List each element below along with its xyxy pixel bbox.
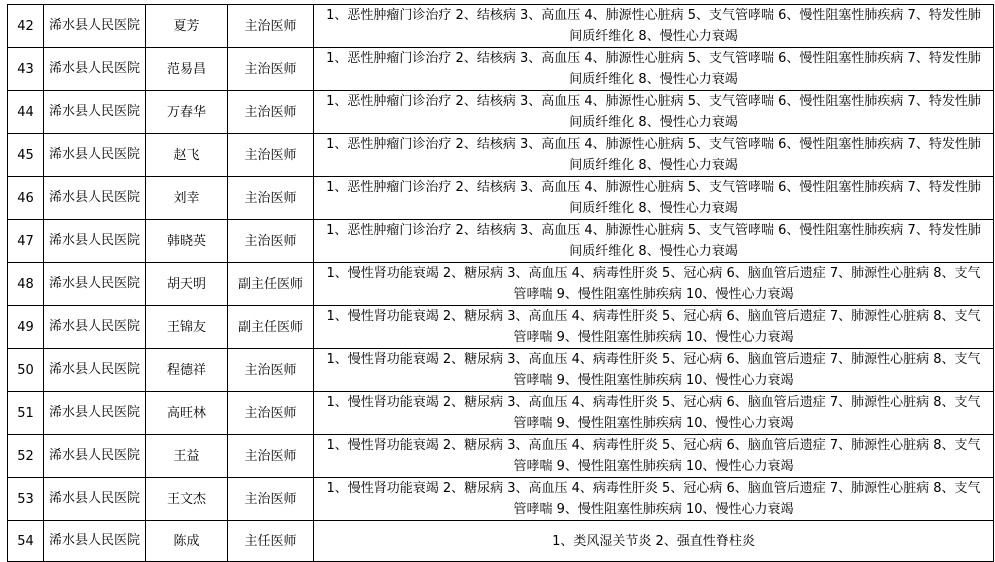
table-row [8, 48, 994, 91]
table-row [8, 392, 994, 435]
table-row [8, 263, 994, 306]
table-row [8, 478, 994, 521]
doctor-title: 副主任医师 [228, 263, 314, 306]
doctor-title: 主治医师 [228, 5, 314, 48]
hospital-cell: 浠水县人民医院 [44, 349, 146, 392]
hospital-cell: 浠水县人民医院 [44, 306, 146, 349]
hospital-cell: 浠水县人民医院 [44, 478, 146, 521]
hospital-cell: 浠水县人民医院 [44, 263, 146, 306]
doctor-title: 主治医师 [228, 177, 314, 220]
disease-list: 1、恶性肿瘤门诊治疗 2、结核病 3、高血压 4、肺源性心脏病 5、支气管哮喘 6、慢性阻塞性肺疾病 7、特发性肺间质纤维化 8、慢性心力衰竭 [314, 91, 994, 134]
table-row [8, 349, 994, 392]
row-number: 46 [8, 177, 44, 220]
disease-list: 1、恶性肿瘤门诊治疗 2、结核病 3、高血压 4、肺源性心脏病 5、支气管哮喘 6、慢性阻塞性肺疾病 7、特发性肺间质纤维化 8、慢性心力衰竭 [314, 134, 994, 177]
doctor-title: 主治医师 [228, 48, 314, 91]
row-number: 49 [8, 306, 44, 349]
doctor-name: 王文杰 [146, 478, 228, 521]
row-number: 53 [8, 478, 44, 521]
doctor-name: 程德祥 [146, 349, 228, 392]
doctor-name: 刘幸 [146, 177, 228, 220]
row-number: 47 [8, 220, 44, 263]
table-row [8, 5, 994, 48]
table-row [8, 435, 994, 478]
doctor-name: 夏芳 [146, 5, 228, 48]
doctor-title: 主治医师 [228, 134, 314, 177]
doctor-title: 主治医师 [228, 435, 314, 478]
hospital-cell: 浠水县人民医院 [44, 5, 146, 48]
doctor-name: 王锦友 [146, 306, 228, 349]
disease-list: 1、恶性肿瘤门诊治疗 2、结核病 3、高血压 4、肺源性心脏病 5、支气管哮喘 6、慢性阻塞性肺疾病 7、特发性肺间质纤维化 8、慢性心力衰竭 [314, 48, 994, 91]
row-number: 51 [8, 392, 44, 435]
disease-list: 1、慢性肾功能衰竭 2、糖尿病 3、高血压 4、病毒性肝炎 5、冠心病 6、脑血管后遗症 7、肺源性心脏病 8、支气管哮喘 9、慢性阻塞性肺疾病 10、慢性心力衰竭 [314, 478, 994, 521]
hospital-cell: 浠水县人民医院 [44, 435, 146, 478]
doctor-title: 主治医师 [228, 478, 314, 521]
doctor-name: 王益 [146, 435, 228, 478]
row-number: 43 [8, 48, 44, 91]
doctor-name: 高旺林 [146, 392, 228, 435]
doctor-table [7, 4, 994, 562]
hospital-cell: 浠水县人民医院 [44, 177, 146, 220]
hospital-cell: 浠水县人民医院 [44, 134, 146, 177]
hospital-cell: 浠水县人民医院 [44, 521, 146, 562]
disease-list: 1、慢性肾功能衰竭 2、糖尿病 3、高血压 4、病毒性肝炎 5、冠心病 6、脑血管后遗症 7、肺源性心脏病 8、支气管哮喘 9、慢性阻塞性肺疾病 10、慢性心力衰竭 [314, 435, 994, 478]
row-number: 54 [8, 521, 44, 562]
hospital-cell: 浠水县人民医院 [44, 220, 146, 263]
disease-list: 1、慢性肾功能衰竭 2、糖尿病 3、高血压 4、病毒性肝炎 5、冠心病 6、脑血管后遗症 7、肺源性心脏病 8、支气管哮喘 9、慢性阻塞性肺疾病 10、慢性心力衰竭 [314, 306, 994, 349]
doctor-title: 主治医师 [228, 349, 314, 392]
doctor-name: 范易昌 [146, 48, 228, 91]
doctor-name: 韩晓英 [146, 220, 228, 263]
hospital-cell: 浠水县人民医院 [44, 48, 146, 91]
table-row [8, 134, 994, 177]
disease-list: 1、类风湿关节炎 2、强直性脊柱炎 [314, 521, 994, 562]
doctor-name: 胡天明 [146, 263, 228, 306]
row-number: 44 [8, 91, 44, 134]
table-row [8, 521, 994, 562]
table-row [8, 91, 994, 134]
doctor-title: 主任医师 [228, 521, 314, 562]
doctor-title: 主治医师 [228, 220, 314, 263]
doctor-title: 副主任医师 [228, 306, 314, 349]
doctor-name: 赵飞 [146, 134, 228, 177]
row-number: 45 [8, 134, 44, 177]
table-body [8, 5, 994, 562]
table-row [8, 306, 994, 349]
table-row [8, 220, 994, 263]
table-row [8, 177, 994, 220]
row-number: 52 [8, 435, 44, 478]
disease-list: 1、恶性肿瘤门诊治疗 2、结核病 3、高血压 4、肺源性心脏病 5、支气管哮喘 6、慢性阻塞性肺疾病 7、特发性肺间质纤维化 8、慢性心力衰竭 [314, 220, 994, 263]
row-number: 50 [8, 349, 44, 392]
disease-list: 1、慢性肾功能衰竭 2、糖尿病 3、高血压 4、病毒性肝炎 5、冠心病 6、脑血管后遗症 7、肺源性心脏病 8、支气管哮喘 9、慢性阻塞性肺疾病 10、慢性心力衰竭 [314, 349, 994, 392]
doctor-title: 主治医师 [228, 392, 314, 435]
disease-list: 1、恶性肿瘤门诊治疗 2、结核病 3、高血压 4、肺源性心脏病 5、支气管哮喘 6、慢性阻塞性肺疾病 7、特发性肺间质纤维化 8、慢性心力衰竭 [314, 177, 994, 220]
doctor-title: 主治医师 [228, 91, 314, 134]
disease-list: 1、慢性肾功能衰竭 2、糖尿病 3、高血压 4、病毒性肝炎 5、冠心病 6、脑血管后遗症 7、肺源性心脏病 8、支气管哮喘 9、慢性阻塞性肺疾病 10、慢性心力衰竭 [314, 392, 994, 435]
doctor-name: 陈成 [146, 521, 228, 562]
hospital-cell: 浠水县人民医院 [44, 91, 146, 134]
row-number: 42 [8, 5, 44, 48]
hospital-cell: 浠水县人民医院 [44, 392, 146, 435]
disease-list: 1、慢性肾功能衰竭 2、糖尿病 3、高血压 4、病毒性肝炎 5、冠心病 6、脑血管后遗症 7、肺源性心脏病 8、支气管哮喘 9、慢性阻塞性肺疾病 10、慢性心力衰竭 [314, 263, 994, 306]
row-number: 48 [8, 263, 44, 306]
doctor-name: 万春华 [146, 91, 228, 134]
disease-list: 1、恶性肿瘤门诊治疗 2、结核病 3、高血压 4、肺源性心脏病 5、支气管哮喘 6、慢性阻塞性肺疾病 7、特发性肺间质纤维化 8、慢性心力衰竭 [314, 5, 994, 48]
